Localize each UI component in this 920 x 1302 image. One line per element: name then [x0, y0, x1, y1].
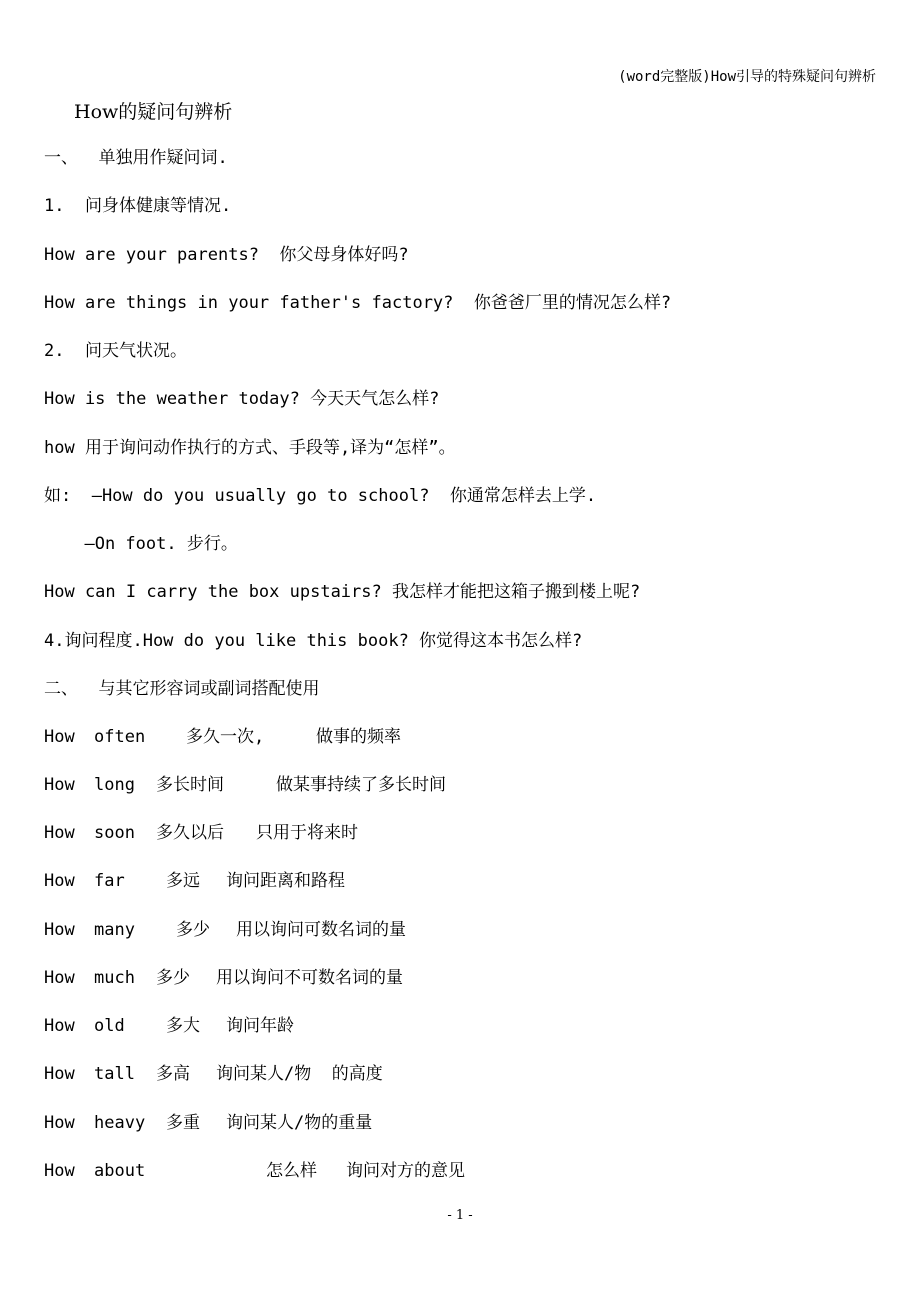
example-line: How are things in your father's factory? 你爸爸厂里的情况怎么样? — [44, 293, 672, 313]
phrase-word: How — [44, 1161, 75, 1181]
phrase-adjective: about — [94, 1161, 146, 1181]
phrase-adjective: often — [94, 727, 146, 747]
phrase-meaning: 多重 — [166, 1113, 200, 1133]
phrase-meaning: 多少 — [156, 968, 190, 988]
phrase-word: How — [44, 871, 75, 891]
section-heading-2: 二、 与其它形容词或副词搭配使用 — [44, 679, 320, 699]
phrase-word: How — [44, 920, 75, 940]
phrase-adjective: soon — [94, 823, 135, 843]
phrase-word: How — [44, 823, 75, 843]
subsection-1: 1. 问身体健康等情况. — [44, 196, 232, 216]
phrase-adjective: many — [94, 920, 135, 940]
phrase-usage: 做事的频率 — [316, 727, 401, 747]
phrase-meaning: 多久一次, — [186, 727, 265, 747]
phrase-word: How — [44, 968, 75, 988]
example-line: How can I carry the box upstairs? 我怎样才能把这箱子搬到楼上呢? — [44, 582, 641, 602]
phrase-word: How — [44, 1016, 75, 1036]
phrase-word: How — [44, 775, 75, 795]
phrase-usage: 用以询问不可数名词的量 — [216, 968, 403, 988]
section-heading-1: 一、 单独用作疑问词. — [44, 148, 228, 168]
phrase-meaning: 多大 — [166, 1016, 200, 1036]
example-answer-line: —On foot. 步行。 — [64, 534, 238, 554]
document-title: How的疑问句辨析 — [74, 101, 233, 123]
phrase-adjective: long — [94, 775, 135, 795]
phrase-word: How — [44, 727, 75, 747]
example-line: How are your parents? 你父母身体好吗? — [44, 245, 409, 265]
phrase-usage: 做某事持续了多长时间 — [276, 775, 446, 795]
subsection-4: 4.询问程度.How do you like this book? 你觉得这本书怎么样? — [44, 631, 583, 651]
phrase-word: How — [44, 1064, 75, 1084]
phrase-adjective: far — [94, 871, 125, 891]
phrase-usage: 询问距离和路程 — [226, 871, 345, 891]
phrase-usage: 询问对方的意见 — [346, 1161, 465, 1181]
phrase-word: How — [44, 1113, 75, 1133]
page-number: - 1 - — [447, 1208, 473, 1223]
phrase-adjective: tall — [94, 1064, 135, 1084]
phrase-usage: 询问某人/物的重量 — [226, 1113, 373, 1133]
phrase-usage: 只用于将来时 — [256, 823, 358, 843]
phrase-meaning: 多长时间 — [156, 775, 224, 795]
subsection-2: 2. 问天气状况。 — [44, 341, 187, 361]
phrase-adjective: heavy — [94, 1113, 146, 1133]
phrase-meaning: 多远 — [166, 871, 200, 891]
phrase-usage: 询问某人/物 的高度 — [216, 1064, 383, 1084]
phrase-meaning: 多少 — [176, 920, 210, 940]
phrase-meaning: 多高 — [156, 1064, 190, 1084]
example-line: How is the weather today? 今天天气怎么样? — [44, 389, 440, 409]
page-header: (word完整版)How引导的特殊疑问句辨析 — [618, 69, 876, 85]
phrase-adjective: much — [94, 968, 135, 988]
phrase-usage: 询问年龄 — [226, 1016, 294, 1036]
phrase-meaning: 多久以后 — [156, 823, 224, 843]
phrase-adjective: old — [94, 1016, 125, 1036]
phrase-meaning: 怎么样 — [266, 1161, 317, 1181]
explanation-line: how 用于询问动作执行的方式、手段等,译为“怎样”。 — [44, 438, 456, 458]
phrase-usage: 用以询问可数名词的量 — [236, 920, 406, 940]
example-line: 如: —How do you usually go to school? 你通常怎样去上学. — [44, 486, 597, 506]
